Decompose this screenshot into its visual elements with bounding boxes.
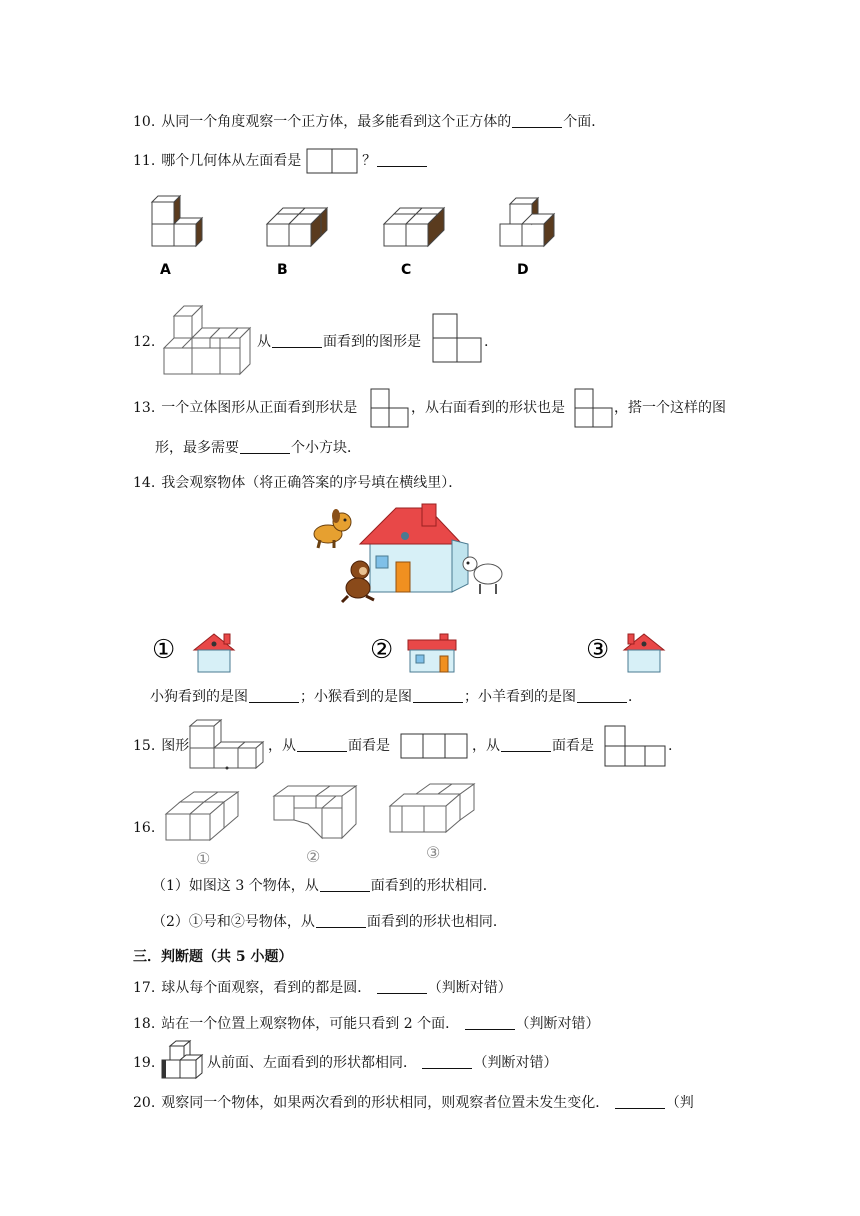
question-text: （判断对错）	[515, 1016, 600, 1032]
answer-blank[interactable]	[413, 688, 463, 703]
question-15-text	[268, 736, 390, 756]
question-18	[133, 1014, 600, 1034]
q19-cube-figure	[160, 1040, 206, 1080]
object-1-cubes	[166, 792, 238, 840]
question-text: 面看到的形状也相同．	[366, 914, 507, 930]
question-12	[133, 332, 161, 352]
question-text: 从同一个角度观察一个正方体，最多能看到这个正方体的	[161, 114, 512, 130]
question-12-text	[257, 332, 421, 352]
answer-blank[interactable]	[297, 737, 347, 752]
option-a-cubes	[152, 196, 202, 246]
question-19	[133, 1053, 161, 1073]
q14-choices-figure	[150, 630, 680, 676]
question-number: 20.	[133, 1095, 156, 1111]
answer-blank[interactable]	[615, 1094, 665, 1109]
question-number: 15.	[133, 738, 156, 754]
question-number: 18.	[133, 1016, 156, 1032]
question-text: 一个立体图形从正面看到形状是	[161, 400, 358, 416]
answer-blank[interactable]	[512, 113, 562, 128]
question-text: （判	[665, 1095, 694, 1111]
choice-3-label[interactable]: ③	[586, 635, 610, 665]
question-15-text-2	[472, 736, 594, 756]
question-16	[133, 818, 161, 838]
question-number: 10.	[133, 114, 156, 130]
question-text: 球从每个面观察，看到的都是圆．	[161, 980, 372, 996]
question-text: 面看是	[552, 738, 594, 754]
answer-text: 小狗看到的是图	[150, 689, 248, 705]
answer-blank[interactable]	[501, 737, 551, 752]
question-text: 我会观察物体（将正确答案的序号填在横线里）．	[161, 475, 463, 491]
answer-blank[interactable]	[577, 688, 627, 703]
answer-blank[interactable]	[422, 1054, 472, 1069]
question-text: （2）①号和②号物体，从	[152, 914, 315, 930]
option-b-cubes	[267, 208, 327, 246]
question-text: （判断对错）	[427, 980, 512, 996]
option-d-cubes	[500, 198, 554, 246]
question-14-answers	[150, 687, 642, 707]
question-13-text-c: ，搭一个这样的图	[614, 400, 726, 416]
question-text: （1）如图这 3 个物体，从	[152, 878, 319, 894]
question-text: ，从	[472, 738, 500, 754]
answer-text: ；小猴看到的是图	[300, 689, 412, 705]
answer-blank[interactable]	[377, 152, 427, 167]
l-three-view-icon	[604, 725, 666, 767]
front-view-icon	[370, 388, 410, 428]
question-number: 19.	[133, 1055, 156, 1071]
question-13-text-b: ，从右面看到的形状也是	[411, 400, 565, 416]
option-a-label[interactable]: A	[160, 262, 171, 278]
question-19-text	[207, 1053, 557, 1073]
question-16-sub-1	[152, 876, 497, 896]
option-d-label[interactable]: D	[517, 262, 529, 278]
question-text: 面看到的图形是	[323, 334, 421, 350]
choice-3-house-icon	[624, 634, 664, 672]
answer-text: ；小羊看到的是图	[464, 689, 576, 705]
question-11	[133, 148, 428, 174]
question-number: 11.	[133, 153, 156, 169]
choice-2-house-icon	[408, 634, 456, 672]
answer-blank[interactable]	[377, 979, 427, 994]
q11-options-figure	[150, 196, 570, 286]
question-text: 个小方块．	[291, 440, 361, 456]
q12-cube-figure	[162, 304, 254, 376]
answer-blank[interactable]	[272, 333, 322, 348]
object-2-label: ②	[306, 847, 321, 866]
question-15	[133, 736, 189, 756]
question-number: 17.	[133, 980, 156, 996]
dog-icon	[314, 509, 351, 548]
option-b-label[interactable]: B	[277, 262, 288, 278]
question-16-sub-2	[152, 912, 507, 932]
question-17	[133, 978, 512, 998]
question-text: 从前面、左面看到的形状都相同．	[207, 1055, 417, 1071]
answer-text: ．	[628, 689, 642, 705]
question-13	[133, 398, 357, 418]
answer-blank[interactable]	[465, 1015, 515, 1030]
right-view-icon	[574, 388, 614, 428]
question-text: 形，最多需要	[155, 440, 239, 456]
object-3-label: ③	[426, 843, 441, 862]
question-text: 哪个几何体从左面看是	[161, 153, 302, 169]
question-number: 13.	[133, 400, 156, 416]
answer-blank[interactable]	[320, 877, 370, 892]
monkey-icon	[342, 561, 374, 602]
question-text: 观察同一个物体，如果两次看到的形状相同，则观察者位置未发生变化．	[161, 1095, 610, 1111]
question-text: ，从	[268, 738, 296, 754]
object-1-label: ①	[196, 849, 211, 868]
q16-objects-figure	[160, 782, 480, 868]
object-3-cubes	[390, 784, 474, 832]
choice-1-house-icon	[194, 634, 234, 672]
three-square-view-icon	[400, 733, 470, 759]
section-heading: 三．判断题（共 5 小题）	[133, 949, 293, 965]
question-number: 14.	[133, 475, 156, 491]
question-text: 面看到的形状相同．	[370, 878, 497, 894]
object-2-cubes	[274, 786, 356, 838]
option-c-label[interactable]: C	[401, 262, 412, 278]
question-text: 面看是	[348, 738, 390, 754]
question-14	[133, 473, 462, 493]
choice-1-label[interactable]: ①	[152, 635, 176, 665]
question-text: 站在一个位置上观察物体，可能只看到 2 个面．	[161, 1016, 460, 1032]
question-text: 从	[257, 334, 271, 350]
answer-blank[interactable]	[240, 439, 290, 454]
question-text: ？	[362, 153, 377, 169]
question-text: （判断对错）	[473, 1055, 558, 1071]
question-text: 个面．	[563, 114, 606, 130]
question-number: 16.	[133, 820, 156, 836]
question-13-line2	[155, 438, 361, 458]
two-square-view-icon	[306, 148, 358, 174]
house-icon	[360, 504, 468, 592]
question-15-end: .	[668, 738, 673, 754]
question-12-end: .	[484, 334, 489, 350]
choice-2-label[interactable]: ②	[370, 635, 394, 665]
sheep-icon	[463, 557, 502, 594]
answer-blank[interactable]	[249, 688, 299, 703]
answer-blank[interactable]	[316, 913, 366, 928]
question-text: 图形	[161, 738, 190, 754]
q15-cube-figure	[187, 718, 267, 772]
question-number: 12.	[133, 334, 156, 350]
option-c-cubes	[384, 208, 444, 246]
question-10	[133, 112, 605, 132]
question-20	[133, 1093, 694, 1113]
house-animals-illustration	[300, 500, 515, 610]
l-shape-view-icon	[432, 313, 482, 363]
